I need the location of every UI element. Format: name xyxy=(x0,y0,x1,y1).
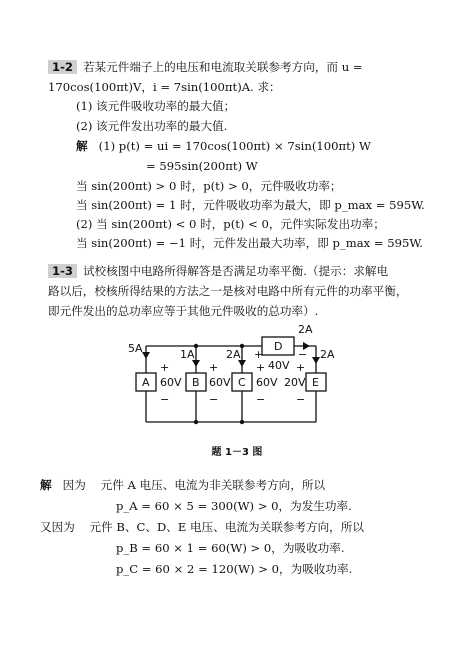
element-label-c: C xyxy=(238,376,246,389)
polarity-plus: + xyxy=(296,361,306,374)
element-label-b: B xyxy=(192,376,200,389)
current-arrow-b xyxy=(192,360,200,367)
polarity-minus: − xyxy=(296,393,306,406)
polarity-plus: + xyxy=(254,348,264,361)
element-label-a: A xyxy=(142,376,150,389)
solution-1-2-line-6: 当 sin(200πt) = −1 时，元件发出最大功率，即 p_max = 595W. xyxy=(76,236,423,250)
voltage-label-c: 60V xyxy=(256,376,278,389)
solution-label: 解 xyxy=(40,478,52,492)
problem-1-2-line-4: (2) 该元件发出功率的最大值. xyxy=(76,119,228,133)
polarity-minus: − xyxy=(298,348,308,361)
text: 若某元件端子上的电压和电流取关联参考方向，而 u = xyxy=(82,60,363,74)
text: 试校核图中电路所得解答是否满足功率平衡.（提示：求解电 xyxy=(82,264,389,278)
polarity-minus: − xyxy=(209,393,219,406)
current-label-a: 5A xyxy=(128,342,143,355)
current-label-e: 2A xyxy=(320,348,335,361)
problem-tag: 1-3 xyxy=(48,264,77,278)
current-label-c: 2A xyxy=(226,348,241,361)
solution-label: 解 xyxy=(76,139,88,153)
solution-1-2-line-5: (2) 当 sin(200πt) < 0 时，p(t) < 0，元件实际发出功率； xyxy=(76,217,385,231)
polarity-plus: + xyxy=(209,361,219,374)
voltage-label-e: 20V xyxy=(284,376,306,389)
current-arrow-c xyxy=(238,360,246,367)
element-label-d: D xyxy=(274,340,283,353)
text: 又因为 xyxy=(40,520,75,534)
current-label-d: 2A xyxy=(298,323,313,336)
text: 因为 xyxy=(62,478,86,492)
solution-1-3-line-5: p_C = 60 × 2 = 120(W) > 0，为吸收功率. xyxy=(116,562,353,576)
problem-1-3-line-2: 路以后，校核所得结果的方法之一是核对电路中所有元件的功率平衡， xyxy=(48,284,408,298)
solution-1-3-line-1 xyxy=(40,478,325,492)
text: (1) p(t) = ui = 170cos(100πt) × 7sin(100πt) W xyxy=(98,139,371,153)
polarity-plus: + xyxy=(160,361,170,374)
element-label-e: E xyxy=(312,376,319,389)
voltage-label-b: 60V xyxy=(209,376,231,389)
junction-dot xyxy=(194,420,198,424)
solution-1-2-line-3: 当 sin(200πt) > 0 时，p(t) > 0，元件吸收功率； xyxy=(76,179,342,193)
junction-dot xyxy=(240,420,244,424)
polarity-minus: − xyxy=(256,393,266,406)
current-label-b: 1A xyxy=(180,348,195,361)
polarity-minus: − xyxy=(160,393,170,406)
polarity-plus: + xyxy=(256,361,266,374)
solution-1-3-line-4: p_B = 60 × 1 = 60(W) > 0，为吸收功率. xyxy=(116,541,345,555)
text: 元件 B、C、D、E 电压、电流为关联参考方向，所以 xyxy=(89,520,364,534)
voltage-label-a: 60V xyxy=(160,376,182,389)
text: 元件 A 电压、电流为非关联参考方向，所以 xyxy=(100,478,326,492)
problem-1-2-line-3: (1) 该元件吸收功率的最大值； xyxy=(76,99,236,113)
problem-1-3-line-3: 即元件发出的总功率应等于其他元件吸收的总功率）. xyxy=(48,304,319,318)
current-arrow-e xyxy=(312,357,320,364)
figure-caption: 题 1－3 图 xyxy=(211,447,263,458)
solution-1-2-line-4: 当 sin(200πt) = 1 时，元件吸收功率为最大，即 p_max = 595W. xyxy=(76,198,425,212)
voltage-label-d: 40V xyxy=(268,359,290,372)
problem-1-2-line-2: 170cos(100πt)V，i = 7sin(100πt)A. 求： xyxy=(48,80,281,94)
current-arrow-a xyxy=(142,352,150,359)
problem-tag: 1-2 xyxy=(48,60,77,74)
solution-1-3-line-2: p_A = 60 × 5 = 300(W) > 0，为发生功率. xyxy=(116,499,352,513)
solution-1-2-line-2: = 595sin(200πt) W xyxy=(146,159,258,173)
solution-1-3-line-3 xyxy=(40,520,364,534)
